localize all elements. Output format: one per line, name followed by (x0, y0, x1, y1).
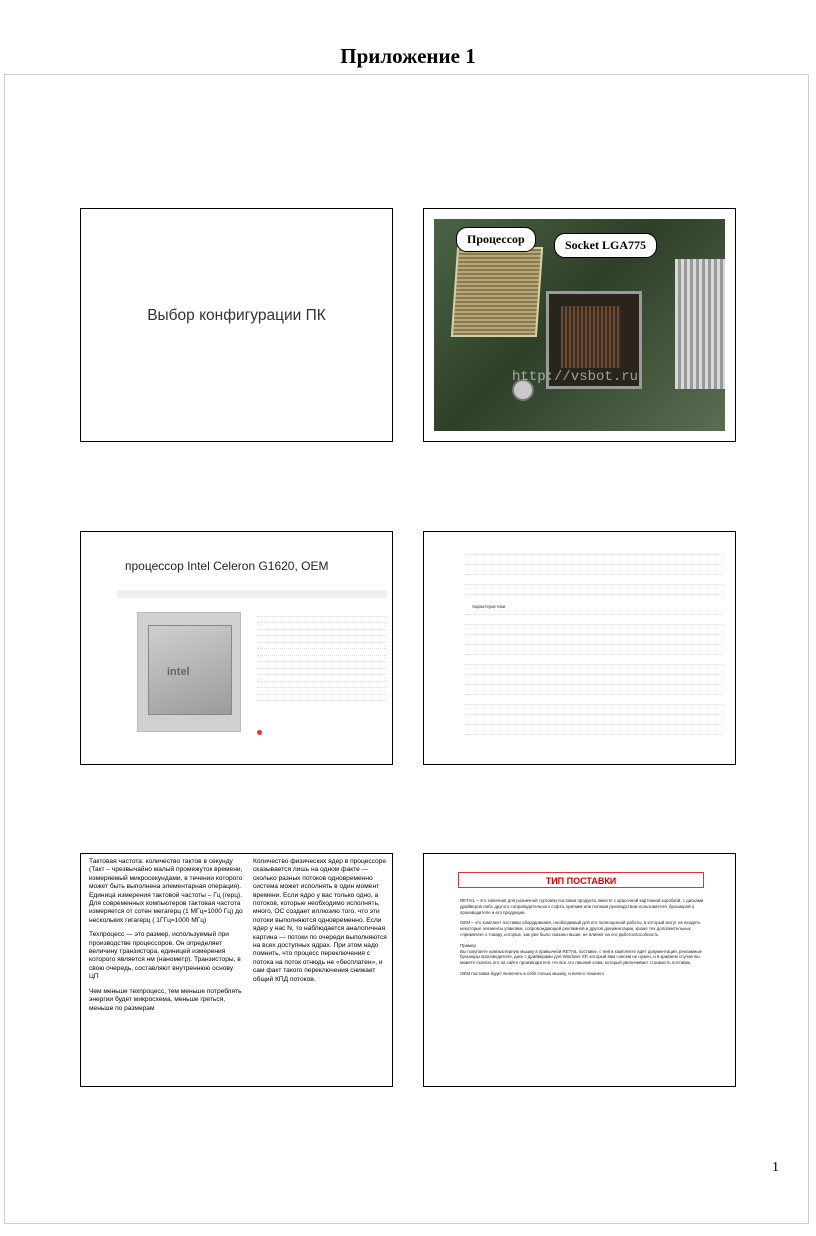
paragraph-clock: Тактовая частота: количество тактов в секунду (Такт – чрезвычайно малый промежуток времени, измеряемый микросекундами, в течении которого может быть выполнена элементарная операция). Единица измерения тактовой частоты – Гц (герц). Для современных компьютеров тактовая частота измеряется от сотен мегагерц (1 МГц=1000 Гц) до нескольких гигагерц ( 1ГГц=1000 МГц) (89, 858, 243, 924)
processor-image (451, 247, 543, 337)
slide-6-body (460, 898, 710, 982)
paragraph-retail: RETAIL – это типичная для розничной торговли поставка продукта, вместе с красочной картонной коробкой, с дисками драйверов либо другого сопроводительного софта, кратким или полным руководством пользователя, брошюрой о производителе и его продукции (460, 898, 704, 915)
callout-processor: Процессор (456, 227, 536, 252)
heatsink-image (675, 259, 725, 389)
rating-bar (117, 590, 387, 598)
callout-socket: Socket LGA775 (554, 233, 657, 258)
paragraph-smaller: Чем меньше техпроцесс, тем меньше потреблять энергии будет микросхема, меньше греться, меньше по размерам (89, 987, 242, 1012)
slide-1 (80, 208, 393, 442)
spec-section-header: Характеристики (472, 604, 506, 609)
page-number: 1 (772, 1160, 779, 1175)
slide-6 (423, 853, 736, 1087)
slide-4 (423, 531, 736, 765)
slide-1-title: Выбор конфигурации ПК (147, 307, 326, 324)
product-title: процессор Intel Celeron G1620, OEM (125, 559, 329, 573)
slide-3 (80, 531, 393, 765)
red-dot-icon (257, 730, 262, 735)
paragraph-oem-mouse: OEM поставка будет включать в себя только мышку, и ничего лишнего (460, 970, 605, 976)
paragraph-process: Техпроцесс — это размер, используемый при производстве процессоров. Он определяет величину транзистора, единицей измерения которого является нм (нанометр). Транзисторы, в свою очередь, составляют внутреннюю основу ЦП (89, 931, 241, 981)
motherboard-photo (434, 219, 725, 431)
chip-label: intel (167, 666, 190, 678)
spec-table (257, 610, 387, 701)
slide-2 (423, 208, 736, 442)
paragraph-example: Пример Вы покупаете компьютерную мышку в привычной RETAIL поставке, с ней в комплекте идёт документация, рекламные брошюры производителя, диск с драйверами для Windows XP, который вам совсем не нужен, и в крайнем случае вы можете скачать его на сайте производителя. Но все это лишний хлам, который увеличивает стоимость поставки. (460, 942, 702, 966)
processor-photo (137, 612, 241, 732)
paragraph-cores: Количество физических ядер в процессоре сказывается лишь на одном факте — сколько разных потоков одновременно система может исполнять в один момент времени. Если ядро у вас только одно, а потоков, которые необходимо исполнять, много, ОС создает иллюзию того, что эти потоки выполняются одновременно. Если ядер у нас N, то наблюдается аналогичная картина — потоки по очереди выполняются на всех доступных ядрах. При этом надо помнить, что процесс переключения с потока на поток отнюдь не «бесплатен», и сам факт такого переключения снижает общий КПД потоков. (253, 858, 387, 983)
right-text-column (253, 858, 388, 990)
paragraph-oem: OEM – это комплект поставки оборудования, необходимый для его полноценной работы, в который могут не входить некоторые элементы упаковки, сопровождающей рекламной и другой документации, кроме тех дополнительных «примочек» к товару, которые, как уже было сказано выше, не влияют на его работоспособность (460, 920, 701, 937)
slide-6-title: ТИП ПОСТАВКИ (458, 872, 704, 888)
left-text-column (89, 858, 244, 1019)
watermark: http://vsbot.ru (512, 369, 639, 385)
document-title: Приложение 1 (340, 44, 476, 68)
slide-5 (80, 853, 393, 1087)
